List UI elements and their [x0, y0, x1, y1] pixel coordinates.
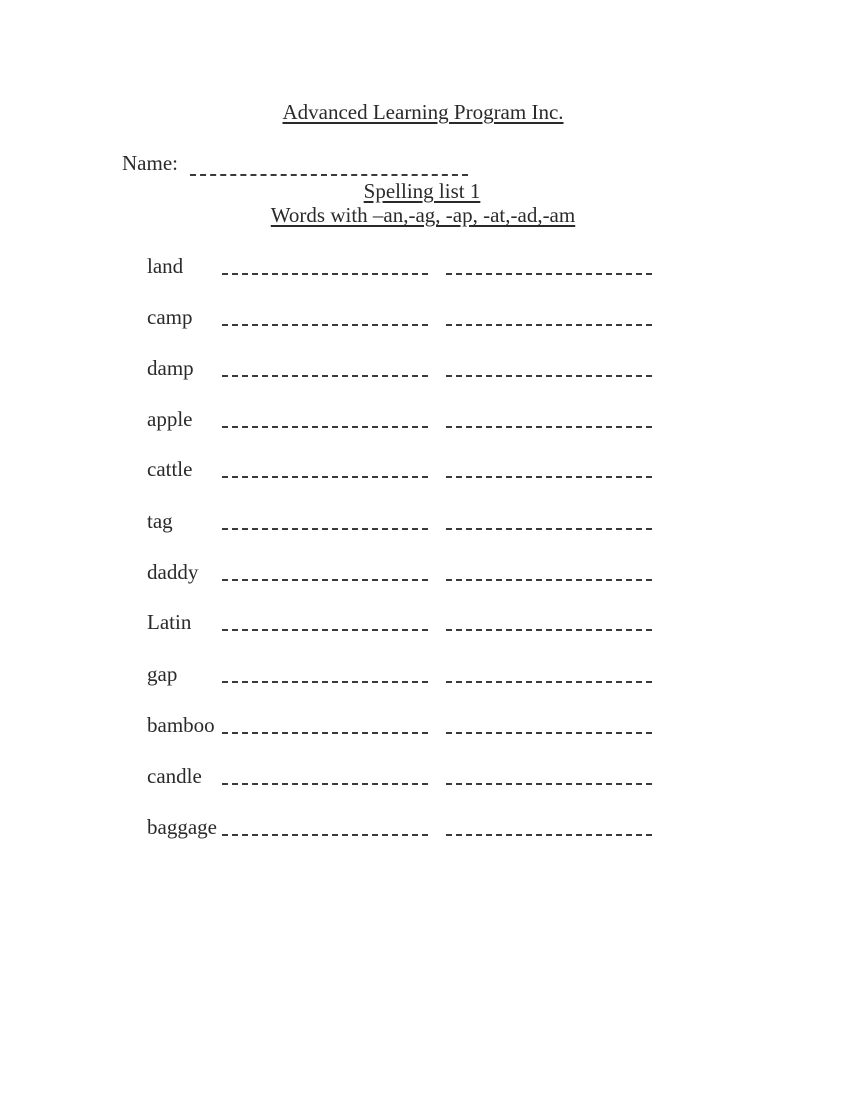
word-row [0, 560, 850, 590]
practice-blank-2[interactable] [446, 273, 652, 275]
practice-blank-1[interactable] [222, 579, 428, 581]
spelling-word: baggage [147, 815, 217, 839]
word-row [0, 509, 850, 539]
practice-blank-2[interactable] [446, 375, 652, 377]
organization-title: Advanced Learning Program Inc. [282, 100, 564, 124]
practice-blank-1[interactable] [222, 528, 428, 530]
name-label: Name: [122, 151, 178, 175]
practice-blank-1[interactable] [222, 629, 428, 631]
spelling-list-title: Spelling list 1 [363, 179, 481, 203]
spelling-list-subtitle: Words with –an,-ag, -ap, -at,-ad,-am [270, 203, 576, 227]
practice-blank-2[interactable] [446, 476, 652, 478]
spelling-word: land [147, 254, 184, 278]
word-row [0, 407, 850, 437]
practice-blank-1[interactable] [222, 426, 428, 428]
spelling-word: apple [147, 407, 193, 431]
practice-blank-1[interactable] [222, 732, 428, 734]
practice-blank-2[interactable] [446, 579, 652, 581]
spelling-word: tag [147, 509, 173, 533]
spelling-word: candle [147, 764, 202, 788]
practice-blank-1[interactable] [222, 375, 428, 377]
word-row [0, 305, 850, 335]
spelling-word: damp [147, 356, 194, 380]
spelling-word: Latin [147, 610, 192, 634]
name-blank-line[interactable] [190, 154, 468, 176]
word-row [0, 815, 850, 845]
practice-blank-1[interactable] [222, 681, 428, 683]
spelling-word: camp [147, 305, 193, 329]
spelling-word: bamboo [147, 713, 215, 737]
word-row [0, 254, 850, 284]
word-row [0, 764, 850, 794]
word-row [0, 713, 850, 743]
word-row [0, 662, 850, 692]
spelling-word: cattle [147, 457, 193, 481]
word-row [0, 457, 850, 487]
practice-blank-2[interactable] [446, 834, 652, 836]
word-row [0, 610, 850, 640]
spelling-word: daddy [147, 560, 199, 584]
spelling-word: gap [147, 662, 178, 686]
practice-blank-2[interactable] [446, 629, 652, 631]
practice-blank-2[interactable] [446, 324, 652, 326]
practice-blank-2[interactable] [446, 783, 652, 785]
practice-blank-2[interactable] [446, 528, 652, 530]
practice-blank-1[interactable] [222, 273, 428, 275]
practice-blank-1[interactable] [222, 324, 428, 326]
practice-blank-2[interactable] [446, 681, 652, 683]
practice-blank-2[interactable] [446, 426, 652, 428]
practice-blank-1[interactable] [222, 476, 428, 478]
practice-blank-2[interactable] [446, 732, 652, 734]
practice-blank-1[interactable] [222, 834, 428, 836]
practice-blank-1[interactable] [222, 783, 428, 785]
word-row [0, 356, 850, 386]
